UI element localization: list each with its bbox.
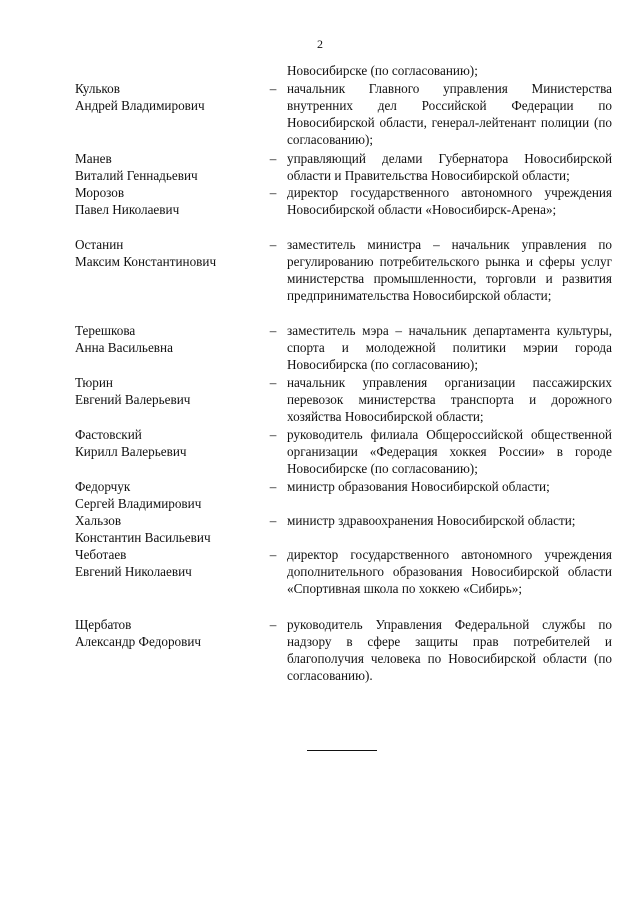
member-position: министр образования Новосибирской области; — [287, 479, 550, 494]
carryover-text: Новосибирске (по согласованию); — [287, 63, 478, 78]
member-name — [75, 546, 265, 580]
member-given-names: Евгений Николаевич — [75, 564, 192, 579]
dash-separator: – — [269, 547, 277, 562]
member-name — [75, 616, 265, 650]
member-position: управляющий делами Губернатора Новосибирской области и Правительства Новосибирской области; — [287, 151, 612, 183]
end-rule — [307, 750, 377, 751]
member-position: директор государственного автономного учреждения дополнительного образования Новосибирской области «Спортивная школа по хоккею «Сибирь»; — [287, 547, 612, 596]
member-surname: Останин — [75, 237, 124, 252]
member-position: руководитель филиала Общероссийской общественной организации «Федерация хоккея России» в городе Новосибирске (по согласованию); — [287, 427, 612, 476]
member-given-names: Константин Васильевич — [75, 530, 211, 545]
member-name — [75, 80, 265, 114]
dash-separator: – — [269, 427, 277, 442]
member-name — [75, 478, 265, 512]
member-surname: Тюрин — [75, 375, 113, 390]
member-surname: Кульков — [75, 81, 120, 96]
dash-separator: – — [269, 237, 277, 252]
dash-separator: – — [269, 81, 277, 96]
dash-separator: – — [269, 375, 277, 390]
member-name — [75, 512, 265, 546]
member-surname: Морозов — [75, 185, 125, 200]
member-surname: Чеботаев — [75, 547, 127, 562]
member-name — [75, 322, 265, 356]
member-given-names: Максим Константинович — [75, 254, 217, 269]
member-name — [75, 236, 265, 270]
dash-separator: – — [269, 323, 277, 338]
member-name — [75, 374, 265, 408]
member-given-names: Кирилл Валерьевич — [75, 444, 187, 459]
dash-separator: – — [269, 479, 277, 494]
member-surname: Манев — [75, 151, 112, 166]
member-surname: Фастовский — [75, 427, 142, 442]
member-given-names: Сергей Владимирович — [75, 496, 202, 511]
member-surname: Хальзов — [75, 513, 122, 528]
dash-separator: – — [269, 513, 277, 528]
member-position: начальник Главного управления Министерства внутренних дел Российской Федерации по Новосибирской области, генерал-лейтенант полиции (по согласованию); — [287, 81, 612, 147]
member-name — [75, 426, 265, 460]
member-surname: Федорчук — [75, 479, 131, 494]
dash-separator: – — [269, 185, 277, 200]
member-position: начальник управления организации пассажирских перевозок министерства транспорта и дорожного хозяйства Новосибирской области; — [287, 375, 612, 424]
member-position: заместитель мэра – начальник департамента культуры, спорта и молодежной политики мэрии города Новосибирска (по согласованию); — [287, 323, 612, 372]
member-name — [75, 184, 265, 218]
member-position: заместитель министра – начальник управления по регулированию потребительского рынка и сферы услуг министерства промышленности, торговли и развития предпринимательства Новосибирской области; — [287, 237, 612, 303]
member-given-names: Евгений Валерьевич — [75, 392, 191, 407]
member-given-names: Анна Васильевна — [75, 340, 173, 355]
member-given-names: Александр Федорович — [75, 634, 202, 649]
member-given-names: Андрей Владимирович — [75, 98, 205, 113]
member-position: директор государственного автономного учреждения Новосибирской области «Новосибирск-Арена»; — [287, 185, 612, 217]
member-surname: Терешкова — [75, 323, 136, 338]
member-position: министр здравоохранения Новосибирской области; — [287, 513, 576, 528]
dash-separator: – — [269, 617, 277, 632]
member-name — [75, 150, 265, 184]
member-surname: Щербатов — [75, 617, 132, 632]
member-given-names: Павел Николаевич — [75, 202, 180, 217]
page-number: 2 — [317, 37, 323, 51]
member-position: руководитель Управления Федеральной службы по надзору в сфере защиты прав потребителей и благополучия человека по Новосибирской области (по согласованию). — [287, 617, 612, 683]
member-given-names: Виталий Геннадьевич — [75, 168, 198, 183]
dash-separator: – — [269, 151, 277, 166]
